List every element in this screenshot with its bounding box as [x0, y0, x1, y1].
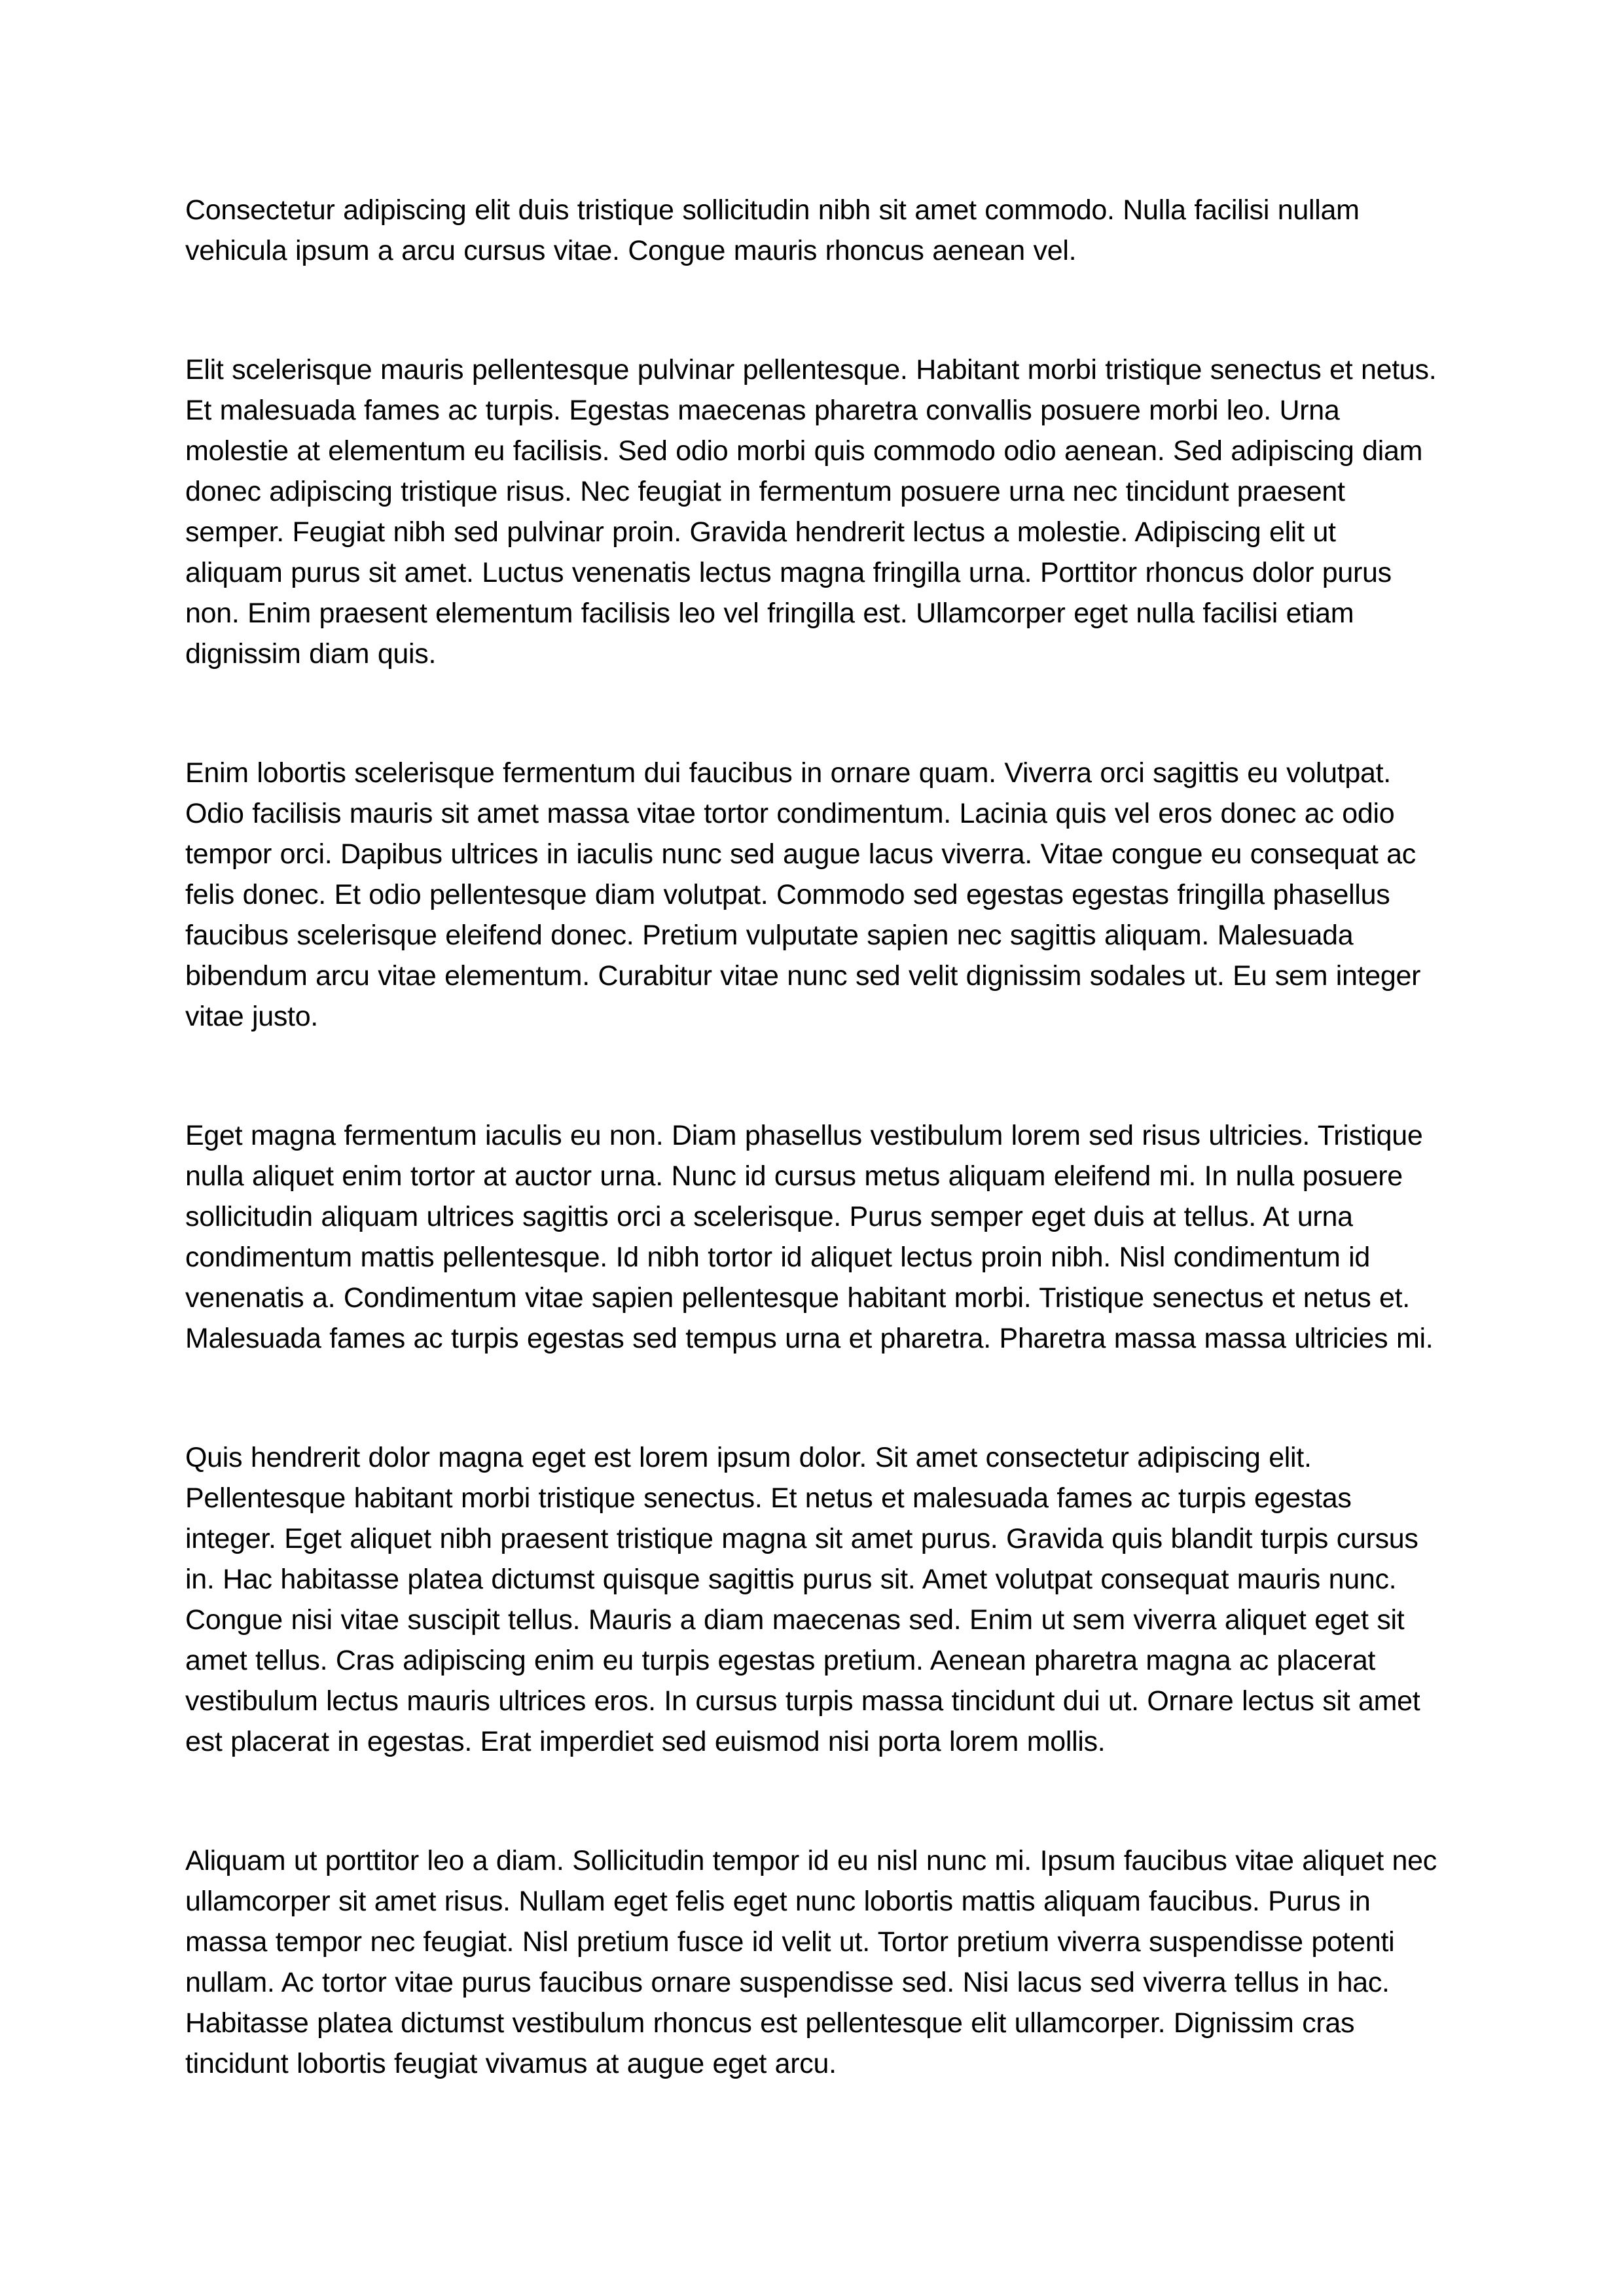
paragraph-6: Aliquam ut porttitor leo a diam. Sollicitudin tempor id eu nisl nunc mi. Ipsum faucibus vitae aliquet nec ullamcorper sit amet risus. Nullam eget felis eget nunc lobortis mattis aliquam faucibus. Purus in massa tempor nec feugiat. Nisl pretium fusce id velit ut. Tortor pretium viverra suspendisse potenti nullam. Ac tortor vitae purus faucibus ornare suspendisse sed. Nisi lacus sed viverra tellus in hac. Habitasse platea dictumst vestibulum rhoncus est pellentesque elit ullamcorper. Dignissim cras tincidunt lobortis feugiat vivamus at augue eget arcu. [185, 1845, 1437, 2079]
paragraph-1: Consectetur adipiscing elit duis tristique sollicitudin nibh sit amet commodo. Nulla facilisi nullam vehicula ipsum a arcu cursus vitae. Congue mauris rhoncus aenean vel. [185, 194, 1360, 266]
paragraph-5: Quis hendrerit dolor magna eget est lorem ipsum dolor. Sit amet consectetur adipiscing elit. Pellentesque habitant morbi tristique senectus. Et netus et malesuada fames ac turpis egestas integer. Eget aliquet nibh praesent tristique magna sit amet purus. Gravida quis blandit turpis cursus in. Hac habitasse platea dictumst quisque sagittis purus sit. Amet volutpat consequat mauris nunc. Congue nisi vitae suscipit tellus. Mauris a diam maecenas sed. Enim ut sem viverra aliquet eget sit amet tellus. Cras adipiscing enim eu turpis egestas pretium. Aenean pharetra magna ac placerat vestibulum lectus mauris ultrices eros. In cursus turpis massa tincidunt dui ut. Ornare lectus sit amet est placerat in egestas. Erat imperdiet sed euismod nisi porta lorem mollis. [185, 1442, 1420, 1757]
paragraph-3: Enim lobortis scelerisque fermentum dui faucibus in ornare quam. Viverra orci sagittis eu volutpat. Odio facilisis mauris sit amet massa vitae tortor condimentum. Lacinia quis vel eros donec ac odio tempor orci. Dapibus ultrices in iaculis nunc sed augue lacus viverra. Vitae congue eu consequat ac felis donec. Et odio pellentesque diam volutpat. Commodo sed egestas egestas fringilla phasellus faucibus scelerisque eleifend donec. Pretium vulputate sapien nec sagittis aliquam. Malesuada bibendum arcu vitae elementum. Curabitur vitae nunc sed velit dignissim sodales ut. Eu sem integer vitae justo. [185, 757, 1421, 1032]
paragraph-2: Elit scelerisque mauris pellentesque pulvinar pellentesque. Habitant morbi tristique senectus et netus. Et malesuada fames ac turpis. Egestas maecenas pharetra convallis posuere morbi leo. Urna molestie at elementum eu facilisis. Sed odio morbi quis commodo odio aenean. Sed adipiscing diam donec adipiscing tristique risus. Nec feugiat in fermentum posuere urna nec tincidunt praesent semper. Feugiat nibh sed pulvinar proin. Gravida hendrerit lectus a molestie. Adipiscing elit ut aliquam purus sit amet. Luctus venenatis lectus magna fringilla urna. Porttitor rhoncus dolor purus non. Enim praesent elementum facilisis leo vel fringilla est. Ullamcorper eget nulla facilisi etiam dignissim diam quis. [185, 354, 1437, 670]
paragraph-4: Eget magna fermentum iaculis eu non. Diam phasellus vestibulum lorem sed risus ultricies. Tristique nulla aliquet enim tortor at auctor urna. Nunc id cursus metus aliquam eleifend mi. In nulla posuere sollicitudin aliquam ultrices sagittis orci a scelerisque. Purus semper eget duis at tellus. At urna condimentum mattis pellentesque. Id nibh tortor id aliquet lectus proin nibh. Nisl condimentum id venenatis a. Condimentum vitae sapien pellentesque habitant morbi. Tristique senectus et netus et. Malesuada fames ac turpis egestas sed tempus urna et pharetra. Pharetra massa massa ultricies mi. [185, 1120, 1434, 1354]
